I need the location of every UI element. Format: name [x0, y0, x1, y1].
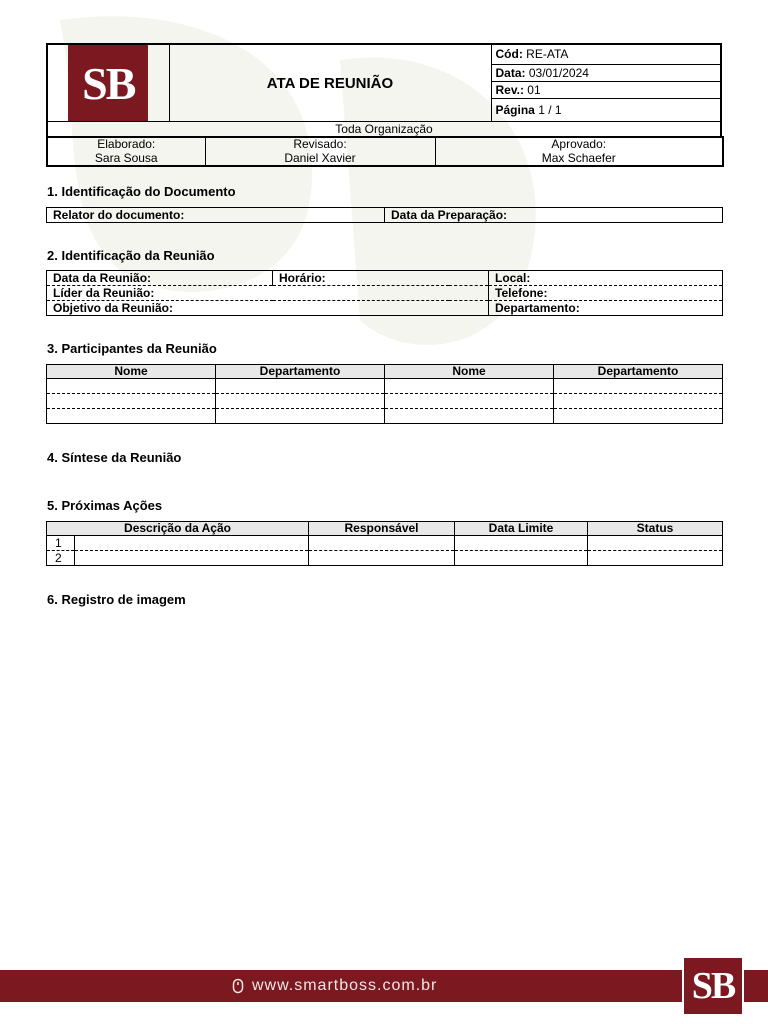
- page-field: Página 1 / 1: [491, 98, 721, 121]
- table-cell[interactable]: [216, 409, 385, 424]
- table-cell[interactable]: [309, 536, 455, 551]
- table-cell[interactable]: [554, 394, 723, 409]
- meeting-leader-field[interactable]: Líder da Reunião:: [47, 286, 489, 301]
- participants-table: [46, 364, 723, 424]
- section-5-title: 5. Próximas Ações: [47, 498, 163, 513]
- section-3-title: 3. Participantes da Reunião: [47, 341, 217, 356]
- table-cell[interactable]: [216, 379, 385, 394]
- section-1-title: 1. Identificação do Documento: [47, 184, 236, 199]
- column-header-action-description: Descrição da Ação: [47, 522, 309, 536]
- document-title: ATA DE REUNIÃO: [169, 44, 491, 122]
- smartboss-logo: SB: [68, 45, 148, 121]
- preparation-date-field[interactable]: Data da Preparação:: [385, 208, 723, 223]
- table-cell[interactable]: [554, 409, 723, 424]
- table-cell[interactable]: [385, 409, 554, 424]
- approval-row: [46, 136, 724, 167]
- table-row: [47, 551, 723, 566]
- table-row: [47, 379, 723, 394]
- table-cell[interactable]: [455, 536, 588, 551]
- website-url: www.smartboss.com.br: [252, 977, 438, 994]
- table-row: [47, 394, 723, 409]
- relator-field[interactable]: Relator do documento:: [47, 208, 385, 223]
- meeting-date-field[interactable]: Data da Reunião:: [47, 271, 273, 286]
- cod-field: Cód: RE-ATA: [491, 44, 721, 64]
- scope-label: Toda Organização: [47, 122, 721, 138]
- footer-logo: SB: [682, 956, 744, 1016]
- column-header-deadline: Data Limite: [455, 522, 588, 536]
- meeting-time-field[interactable]: Horário:: [273, 271, 489, 286]
- table-cell[interactable]: [588, 551, 723, 566]
- table-row: [47, 409, 723, 424]
- table-row: [47, 536, 723, 551]
- phone-field[interactable]: Telefone:: [489, 286, 723, 301]
- row-number: 1: [47, 536, 75, 551]
- date-field: Data: 03/01/2024: [491, 64, 721, 81]
- table-cell[interactable]: [588, 536, 723, 551]
- section-6-title: 6. Registro de imagem: [47, 592, 186, 607]
- table-cell[interactable]: [75, 536, 309, 551]
- department-field[interactable]: Departamento:: [489, 301, 723, 316]
- meeting-objective-field[interactable]: Objetivo da Reunião:: [47, 301, 489, 316]
- table-cell[interactable]: [47, 409, 216, 424]
- meeting-identification-table: [46, 270, 723, 316]
- revision-field: Rev.: 01: [491, 81, 721, 98]
- meeting-location-field[interactable]: Local:: [489, 271, 723, 286]
- mouse-icon: [232, 978, 244, 994]
- column-header-status: Status: [588, 522, 723, 536]
- section-2-title: 2. Identificação da Reunião: [47, 248, 215, 263]
- table-cell[interactable]: [455, 551, 588, 566]
- column-header-department: Departamento: [554, 365, 723, 379]
- table-cell[interactable]: [216, 394, 385, 409]
- column-header-name: Nome: [47, 365, 216, 379]
- document-header: [46, 43, 722, 138]
- table-cell[interactable]: [309, 551, 455, 566]
- column-header-responsible: Responsável: [309, 522, 455, 536]
- aprovado-cell: Aprovado: Max Schaefer: [435, 137, 723, 167]
- footer-website[interactable]: [232, 974, 437, 998]
- column-header-department: Departamento: [216, 365, 385, 379]
- table-cell[interactable]: [554, 379, 723, 394]
- next-actions-table: [46, 521, 723, 566]
- table-cell[interactable]: [385, 394, 554, 409]
- table-cell[interactable]: [47, 379, 216, 394]
- section-4-title: 4. Síntese da Reunião: [47, 450, 182, 465]
- row-number: 2: [47, 551, 75, 566]
- document-identification-table: [46, 207, 723, 223]
- table-cell[interactable]: [385, 379, 554, 394]
- revisado-cell: Revisado: Daniel Xavier: [205, 137, 435, 167]
- column-header-name: Nome: [385, 365, 554, 379]
- table-cell[interactable]: [75, 551, 309, 566]
- logo-cell: [47, 44, 169, 122]
- table-cell[interactable]: [47, 394, 216, 409]
- elaborado-cell: Elaborado: Sara Sousa: [47, 137, 205, 167]
